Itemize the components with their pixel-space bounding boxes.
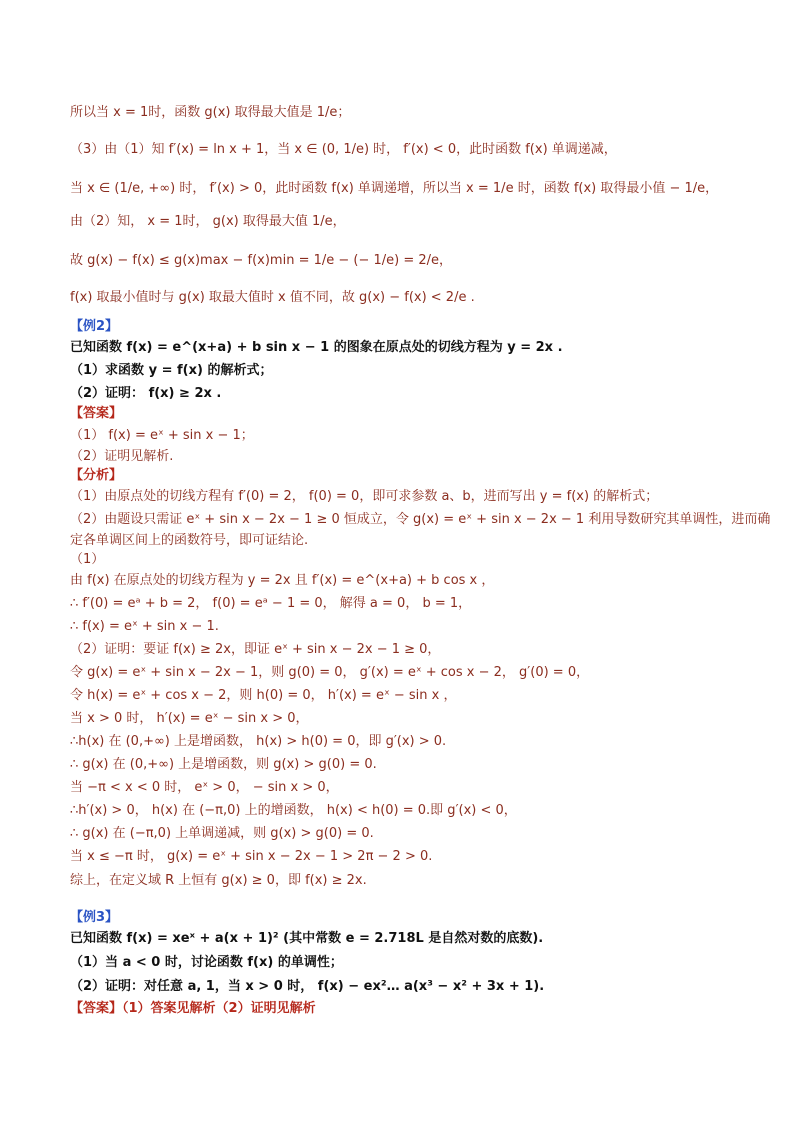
problem-part: （1）求函数 y = f(x) 的解析式；	[70, 363, 273, 378]
problem-statement: 已知函数 f(x) = xeˣ + a(x + 1)² (其中常数 e = 2.718L 是自然对数的底数).	[70, 931, 544, 946]
solution-line: 故 g(x) − f(x) ≤ g(x)max − f(x)min = 1/e − (− 1/e) = 2/e，	[70, 253, 453, 268]
solution-line: ∴ g(x) 在 (−π,0) 上单调递减，则 g(x) > g(0) = 0.	[70, 826, 374, 841]
example-heading: 【例2】	[70, 319, 119, 334]
answer-line: （1） f(x) = eˣ + sin x − 1；	[70, 428, 254, 443]
solution-line: 由（2）知， x = 1时， g(x) 取得最大值 1/e，	[70, 214, 346, 229]
solution-line: 综上，在定义域 R 上恒有 g(x) ≥ 0，即 f(x) ≥ 2x.	[70, 873, 367, 888]
problem-part: （1）当 a < 0 时，讨论函数 f(x) 的单调性；	[70, 955, 343, 970]
problem-statement: 已知函数 f(x) = e^(x+a) + b sin x − 1 的图象在原点处的切线方程为 y = 2x .	[70, 340, 563, 355]
solution-line: 由 f(x) 在原点处的切线方程为 y = 2x 且 f′(x) = e^(x+a) + b cos x ，	[70, 573, 495, 588]
solution-line: 当 −π < x < 0 时， eˣ > 0， − sin x > 0，	[70, 780, 339, 795]
answer-heading: 【答案】（1）答案见解析（2）证明见解析	[70, 1001, 316, 1016]
analysis-heading: 【分析】	[70, 468, 123, 483]
problem-part: （2）证明： f(x) ≥ 2x .	[70, 386, 222, 401]
solution-line: （3）由（1）知 f′(x) = ln x + 1，当 x ∈ (0, 1/e) 时， f′(x) < 0，此时函数 f(x) 单调递减，	[70, 142, 617, 157]
solution-line: ∴ f′(0) = eᵃ + b = 2， f(0) = eᵃ − 1 = 0， 解得 a = 0， b = 1，	[70, 596, 472, 611]
solution-line: ∴ f(x) = eˣ + sin x − 1.	[70, 619, 219, 634]
solution-line: 令 g(x) = eˣ + sin x − 2x − 1，则 g(0) = 0， g′(x) = eˣ + cos x − 2， g′(0) = 0，	[70, 665, 590, 680]
solution-line: （1）	[70, 552, 105, 567]
solution-line: 当 x > 0 时， h′(x) = eˣ − sin x > 0，	[70, 711, 309, 726]
example-heading: 【例3】	[70, 910, 119, 925]
analysis-line: 定各单调区间上的函数符号，即可证结论.	[70, 533, 309, 548]
solution-line: 令 h(x) = eˣ + cos x − 2，则 h(0) = 0， h′(x) = eˣ − sin x ，	[70, 688, 457, 703]
solution-line: （2）证明：要证 f(x) ≥ 2x，即证 eˣ + sin x − 2x − 1 ≥ 0，	[70, 642, 441, 657]
solution-line: 当 x ∈ (1/e, +∞) 时， f′(x) > 0，此时函数 f(x) 单调递增，所以当 x = 1/e 时，函数 f(x) 取得最小值 − 1/e，	[70, 181, 719, 196]
solution-line: ∴h′(x) > 0， h(x) 在 (−π,0) 上的增函数， h(x) < h(0) = 0.即 g′(x) < 0，	[70, 803, 517, 818]
solution-line: 所以当 x = 1时，函数 g(x) 取得最大值是 1/e；	[70, 105, 351, 120]
solution-line: ∴h(x) 在 (0,+∞) 上是增函数， h(x) > h(0) = 0，即 g′(x) > 0.	[70, 734, 447, 749]
problem-part: （2）证明：对任意 a, 1，当 x > 0 时， f(x) − ex²… a(x³ − x² + 3x + 1).	[70, 979, 545, 994]
analysis-line: （2）由题设只需证 eˣ + sin x − 2x − 1 ≥ 0 恒成立，令 g(x) = eˣ + sin x − 2x − 1 利用导数研究其单调性，进而确	[70, 512, 771, 527]
answer-line: （2）证明见解析.	[70, 449, 174, 464]
solution-line: f(x) 取最小值时与 g(x) 取最大值时 x 值不同，故 g(x) − f(x) < 2/e .	[70, 290, 475, 305]
solution-line: ∴ g(x) 在 (0,+∞) 上是增函数，则 g(x) > g(0) = 0.	[70, 757, 377, 772]
answer-heading: 【答案】	[70, 406, 123, 421]
analysis-line: （1）由原点处的切线方程有 f′(0) = 2， f(0) = 0，即可求参数 a、b，进而写出 y = f(x) 的解析式；	[70, 489, 659, 504]
solution-line: 当 x ≤ −π 时， g(x) = eˣ + sin x − 2x − 1 > 2π − 2 > 0.	[70, 849, 433, 864]
